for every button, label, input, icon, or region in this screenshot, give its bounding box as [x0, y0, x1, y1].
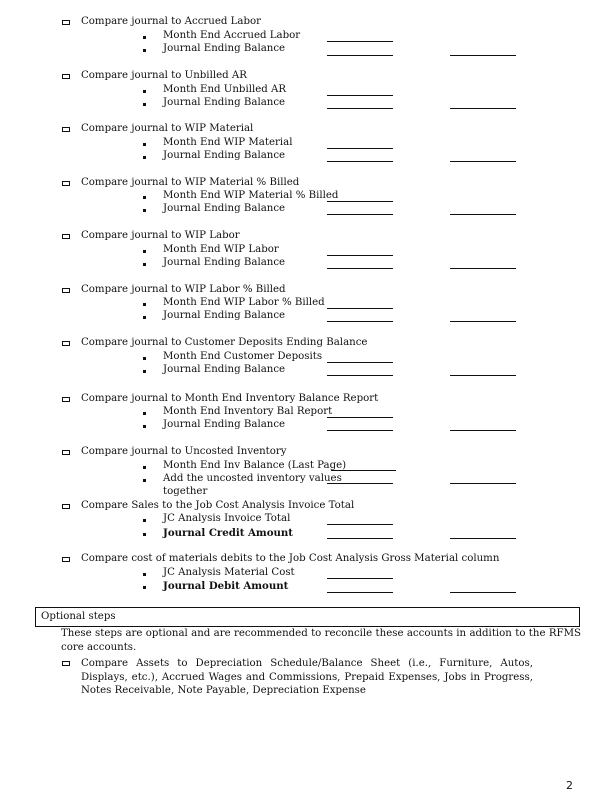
entry-line: [327, 255, 393, 256]
item-label: Journal Ending Balance: [163, 257, 286, 268]
page-number: 2: [566, 779, 573, 792]
item-label: Month End Customer Deposits: [163, 351, 323, 362]
item-label: Month End Inv Balance (Last Page): [163, 460, 347, 471]
bullet-icon: [143, 316, 146, 319]
bullet-icon: [143, 36, 146, 39]
bullet-icon: [143, 533, 146, 536]
optional-steps-header: [35, 607, 580, 627]
item-label: Journal Ending Balance: [163, 364, 286, 375]
entry-line: [327, 268, 393, 269]
item-label: Journal Ending Balance: [163, 419, 286, 430]
entry-line: [450, 268, 516, 269]
item-label: Journal Ending Balance: [163, 203, 286, 214]
entry-line: [450, 108, 516, 109]
entry-line: [327, 362, 393, 363]
entry-line: [450, 321, 516, 322]
entry-line: [450, 375, 516, 376]
bullet-icon: [143, 156, 146, 159]
section-heading: Compare journal to Unbilled AR: [81, 70, 247, 81]
bullet-icon: [143, 196, 146, 199]
section-heading: Compare journal to WIP Labor: [81, 230, 240, 241]
entry-line: [327, 578, 393, 579]
section-heading: Compare journal to Month End Inventory Balance Report: [81, 393, 379, 404]
optional-intro: These steps are optional and are recommended to reconcile these accounts in addition to the RFMS core accounts.: [61, 628, 581, 653]
item-label: Month End WIP Labor: [163, 244, 279, 255]
entry-line: [450, 592, 516, 593]
section-heading: Compare cost of materials debits to the Job Cost Analysis Gross Material column: [81, 553, 500, 564]
checkbox-icon: [62, 234, 70, 239]
item-label: JC Analysis Material Cost: [163, 567, 295, 578]
bullet-icon: [143, 479, 146, 482]
checkbox-icon: [62, 74, 70, 79]
entry-line: [327, 161, 393, 162]
item-label: Journal Ending Balance: [163, 310, 286, 321]
entry-line: [327, 538, 393, 539]
entry-line: [327, 108, 393, 109]
entry-line: [327, 95, 393, 96]
entry-line: [327, 148, 393, 149]
section-heading: Compare journal to WIP Material % Billed: [81, 177, 300, 188]
optional-item: Compare Assets to Depreciation Schedule/Balance Sheet (i.e., Furniture, Autos, Displays, etc.), Accrued Wages and Commissions, Prepaid Expenses, Jobs in Progress, Notes Receivable, Note Payable, Depreciation Expense: [81, 658, 533, 696]
item-label: Month End WIP Material % Billed: [163, 190, 339, 201]
item-label: Month End Unbilled AR: [163, 84, 287, 95]
checkbox-icon: [62, 181, 70, 186]
bullet-icon: [143, 466, 146, 469]
bullet-icon: [143, 263, 146, 266]
bullet-icon: [143, 143, 146, 146]
entry-line: [450, 430, 516, 431]
section-heading: Compare journal to WIP Material: [81, 123, 254, 134]
bullet-icon: [143, 49, 146, 52]
item-label: JC Analysis Invoice Total: [163, 513, 291, 524]
checkbox-icon: [62, 504, 70, 509]
entry-line: [327, 201, 393, 202]
entry-line: [327, 308, 393, 309]
bullet-icon: [143, 573, 146, 576]
section-heading: Compare journal to Accrued Labor: [81, 16, 261, 27]
bullet-icon: [143, 370, 146, 373]
entry-line: [331, 470, 396, 471]
bullet-icon: [143, 303, 146, 306]
section-heading: Compare Sales to the Job Cost Analysis Invoice Total: [81, 500, 355, 511]
entry-line: [327, 55, 393, 56]
bullet-icon: [143, 209, 146, 212]
bullet-icon: [143, 586, 146, 589]
section-heading: Compare journal to WIP Labor % Billed: [81, 284, 286, 295]
entry-line: [327, 417, 393, 418]
item-label: Month End WIP Labor % Billed: [163, 297, 325, 308]
item-label: Add the uncosted inventory values: [163, 473, 342, 484]
section-heading: Compare journal to Customer Deposits Ending Balance: [81, 337, 368, 348]
item-label: Journal Debit Amount: [163, 580, 289, 592]
item-label: Journal Credit Amount: [163, 527, 294, 539]
item-label: Month End WIP Material: [163, 137, 293, 148]
checkbox-icon: [62, 450, 70, 455]
bullet-icon: [143, 90, 146, 93]
checkbox-icon: [62, 397, 70, 402]
checkbox-icon: [62, 288, 70, 293]
checkbox-icon: [62, 20, 70, 25]
entry-line: [450, 55, 516, 56]
section-heading: Compare journal to Uncosted Inventory: [81, 446, 287, 457]
checkbox-icon: [62, 557, 70, 562]
item-label: Journal Ending Balance: [163, 150, 286, 161]
bullet-icon: [143, 250, 146, 253]
entry-line: [327, 214, 393, 215]
entry-line: [327, 483, 393, 484]
item-label: Journal Ending Balance: [163, 43, 286, 54]
entry-line: [327, 375, 393, 376]
bullet-icon: [143, 357, 146, 360]
entry-line: [450, 483, 516, 484]
checkbox-icon: [62, 341, 70, 346]
entry-line: [327, 524, 393, 525]
checkbox-icon: [62, 661, 70, 666]
item-label: Month End Accrued Labor: [163, 30, 301, 41]
item-label: Journal Ending Balance: [163, 97, 286, 108]
checkbox-icon: [62, 127, 70, 132]
bullet-icon: [143, 425, 146, 428]
bullet-icon: [143, 412, 146, 415]
bullet-icon: [143, 103, 146, 106]
entry-line: [327, 41, 393, 42]
item-label: Month End Inventory Bal Report: [163, 406, 333, 417]
entry-line: [327, 592, 393, 593]
entry-line: [450, 214, 516, 215]
entry-line: [327, 430, 393, 431]
entry-line: [450, 161, 516, 162]
bullet-icon: [143, 519, 146, 522]
entry-line: [327, 321, 393, 322]
optional-steps-title: Optional steps: [41, 611, 116, 622]
entry-line: [450, 538, 516, 539]
item-label-continued: together: [163, 486, 208, 497]
